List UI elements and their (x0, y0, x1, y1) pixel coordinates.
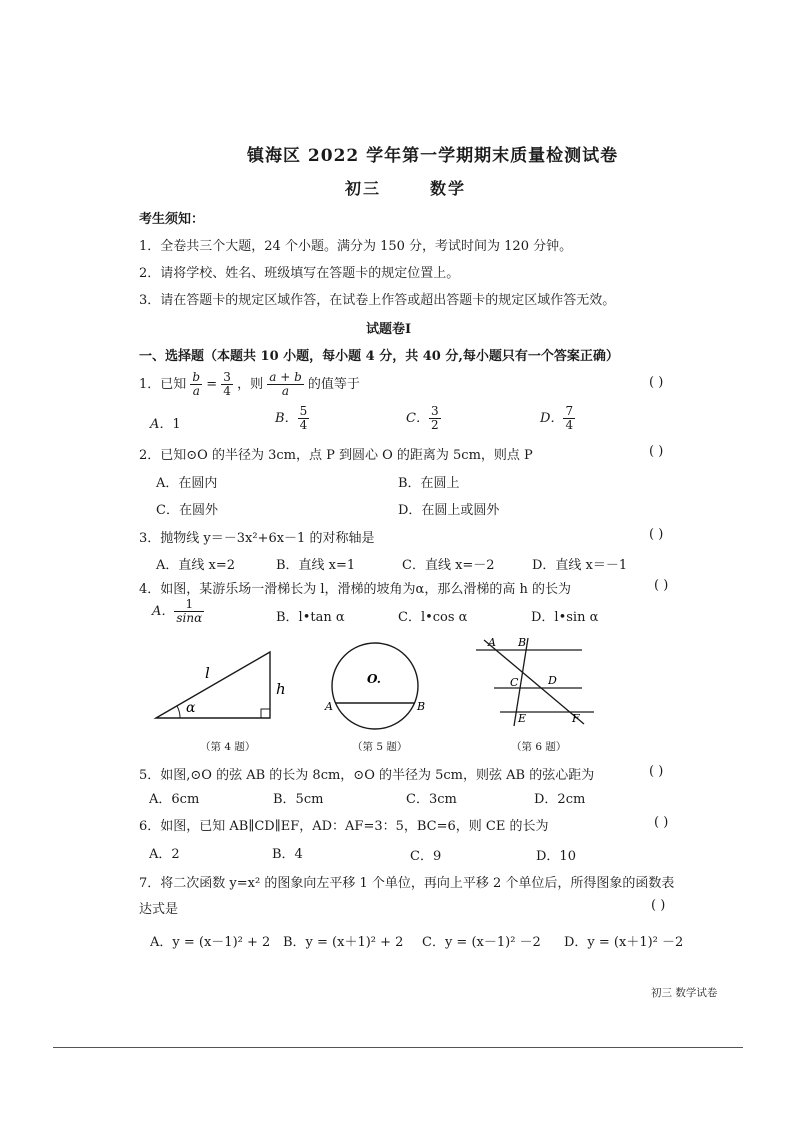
figure-4-caption: （第 4 题） (200, 741, 256, 753)
subject-label: 数学 (430, 179, 467, 198)
fig6-label-D: D (548, 674, 557, 687)
question-2-stem: 2．已知⊙O 的半径为 3cm，点 P 到圆心 O 的距离为 5cm，则点 P (139, 448, 533, 463)
question-7-stem-line-1: 7．将二次函数 y=x² 的图象向左平移 1 个单位，再向上平移 2 个单位后，所得图象的函数表 (139, 876, 675, 891)
q5-option-b: B．5cm (273, 792, 324, 807)
page-bottom-rule (53, 1047, 743, 1048)
figure-5-caption: （第 5 题） (352, 741, 408, 753)
notice-item-1: 1．全卷共三个大题，24 个小题。满分为 150 分，考试时间为 120 分钟。 (139, 239, 573, 254)
q1-option-a: A．1 (150, 417, 181, 432)
fig4-label-l: l (205, 664, 210, 682)
notice-heading: 考生须知： (139, 212, 205, 227)
q3-option-b: B．直线 x=1 (276, 558, 356, 573)
notice-item-3: 3．请在答题卡的规定区域作答，在试卷上作答或超出答题卡的规定区域作答无效。 (139, 293, 616, 308)
paper-label: 试题卷I (366, 322, 412, 337)
q1-option-c: C． $\frac{3}{2}$ (406, 404, 439, 432)
section-heading: 一、选择题（本题共 10 小题，每小题 4 分，共 40 分,每小题只有一个答案正确） (139, 349, 619, 364)
fig6-label-A: A (488, 636, 496, 649)
fig4-label-alpha: α (186, 700, 196, 716)
q1-prefix: 1．已知 (139, 377, 187, 392)
answer-paren-3: ( ) (649, 527, 664, 542)
fig6-label-C: C (510, 676, 519, 689)
grade-label: 初三 (345, 179, 382, 198)
q5-option-c: C．3cm (406, 792, 457, 807)
fig6-label-B: B (518, 636, 527, 649)
question-1-stem: 1．已知 $\frac{b}{a}$ = $\frac{3}{4}$ ，则 $\frac{a + b}{a}$ 的值等于 (139, 370, 360, 398)
question-4-stem: 4．如图，某游乐场一滑梯长为 l，滑梯的坡角为α，那么滑梯的高 h 的长为 (139, 582, 571, 597)
question-6-stem: 6．如图，已知 AB∥CD∥EF，AD：AF=3：5，BC=6，则 CE 的长为 (139, 819, 549, 834)
q7-option-b: B．y = (x＋1)² + 2 (283, 935, 404, 950)
figure-4-slide-triangle (150, 644, 295, 729)
q4-option-a: A． $\frac{1}{\sin\alpha}$ (152, 597, 203, 625)
footer-label: 初三 数学试卷 (651, 987, 718, 999)
question-5-stem: 5．如图,⊙O 的弦 AB 的长为 8cm，⊙O 的半径为 5cm，则弦 AB 的弦心距为 (139, 768, 595, 783)
q4-option-b: B．l•tan α (276, 610, 345, 625)
fig5-label-B: B (417, 700, 426, 713)
q6-option-c: C．9 (410, 849, 442, 864)
fig5-label-A: A (325, 700, 333, 713)
q7-option-d: D．y = (x＋1)² －2 (564, 935, 684, 950)
notice-item-2: 2．请将学校、姓名、班级填写在答题卡的规定位置上。 (139, 266, 460, 281)
q3-option-a: A．直线 x=2 (156, 558, 236, 573)
q6-option-d: D．10 (536, 849, 576, 864)
answer-paren-2: ( ) (649, 444, 664, 459)
q4-option-d: D．l•sin α (531, 610, 599, 625)
figure-6-caption: （第 6 题） (511, 741, 567, 753)
figure-6-parallel-lines (470, 632, 600, 732)
q1-fraction-b-over-a: $\frac{b}{a}$ (192, 370, 201, 398)
question-7-stem-line-2: 达式是 (139, 902, 179, 917)
q6-option-a: A．2 (149, 847, 180, 862)
q1-fraction-a-plus-b-over-a: $\frac{a + b}{a}$ (269, 370, 302, 398)
answer-paren-1: ( ) (649, 375, 664, 390)
figure-5-circle-chord (322, 636, 432, 736)
q1-option-b: B． $\frac{5}{4}$ (275, 404, 308, 432)
q3-option-d: D．直线 x＝－1 (532, 558, 628, 573)
answer-paren-6: ( ) (654, 815, 669, 830)
q3-option-c: C．直线 x=－2 (402, 558, 495, 573)
question-3-stem: 3．抛物线 y＝－3x²+6x－1 的对称轴是 (139, 531, 375, 546)
q7-option-a: A．y = (x－1)² + 2 (150, 935, 271, 950)
q1-fraction-3-over-4: $\frac{3}{4}$ (223, 370, 231, 398)
q4-option-c: C．l•cos α (398, 610, 468, 625)
fig4-label-h: h (276, 680, 286, 698)
answer-paren-7: ( ) (651, 898, 666, 913)
fig6-label-E: E (518, 712, 527, 725)
answer-paren-5: ( ) (649, 764, 664, 779)
q2-option-b: B．在圆上 (398, 476, 460, 491)
fig5-label-O: O. (367, 672, 381, 686)
q1-option-d: D． $\frac{7}{4}$ (540, 404, 574, 432)
answer-paren-4: ( ) (654, 578, 669, 593)
q5-option-a: A．6cm (149, 792, 200, 807)
q6-option-b: B．4 (272, 847, 303, 862)
q2-option-d: D．在圆上或圆外 (398, 503, 500, 518)
q5-option-d: D．2cm (534, 792, 586, 807)
exam-title: 镇海区 2022 学年第一学期期末质量检测试卷 (247, 146, 619, 166)
q2-option-a: A．在圆内 (156, 476, 218, 491)
q7-option-c: C．y = (x－1)² －2 (422, 935, 541, 950)
fig6-label-F: F (572, 712, 580, 725)
q2-option-c: C．在圆外 (156, 503, 218, 518)
